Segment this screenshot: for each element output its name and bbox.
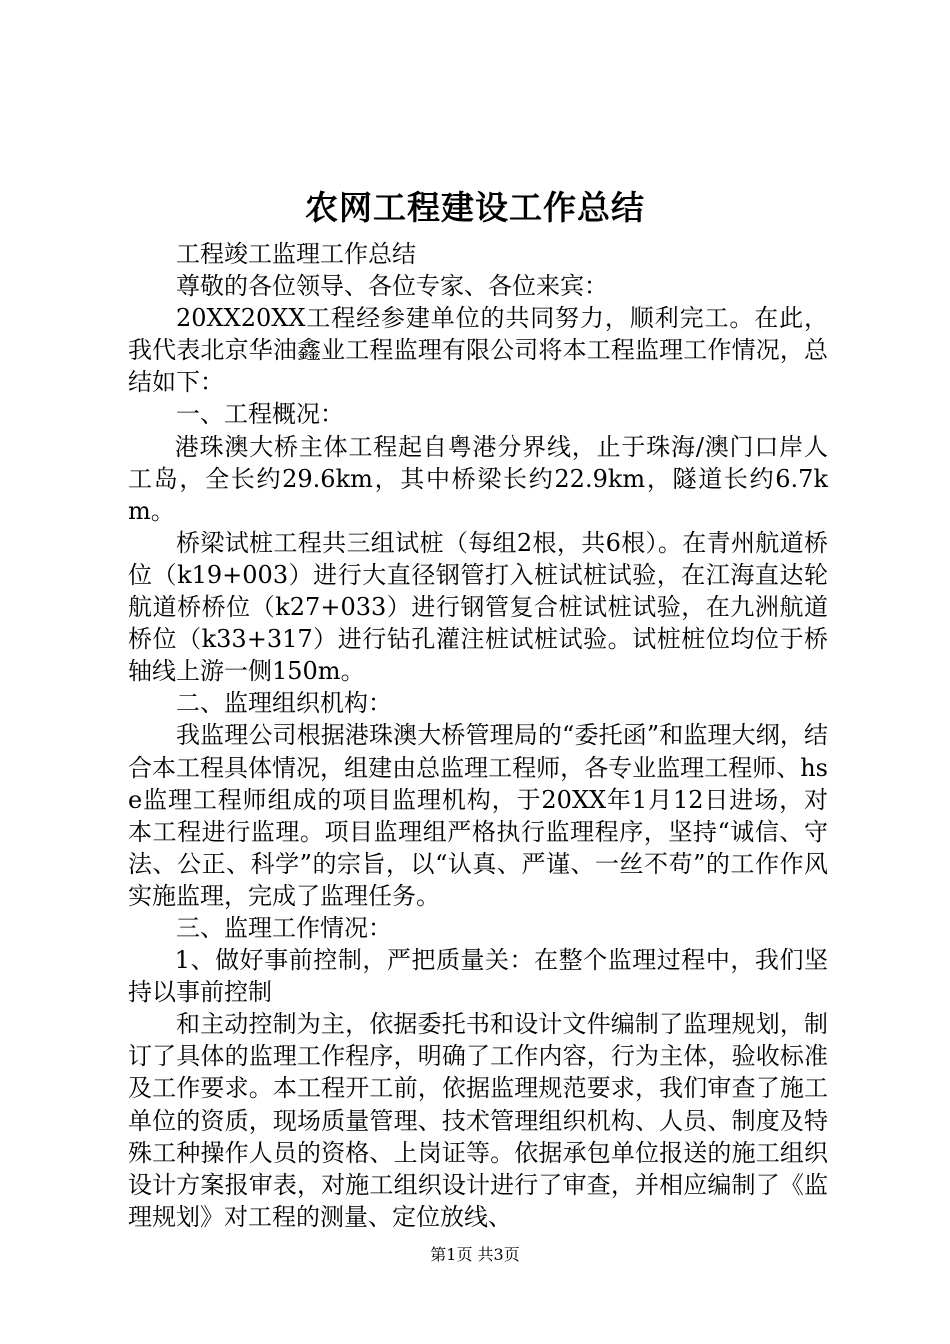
section-heading-work: 三、监理工作情况： xyxy=(176,913,392,942)
paragraph-subtitle: 工程竣工监理工作总结 xyxy=(176,240,416,268)
paragraph-salutation: 尊敬的各位领导、各位专家、各位来宾： xyxy=(176,272,608,301)
paragraph-prior-control: 1、做好事前控制，严把质量关：在整个监理过程中，我们坚持以事前控制 xyxy=(128,946,828,1007)
paragraph-intro: 20XX20XX工程经参建单位的共同努力，顺利完工。在此，我代表北京华油鑫业工程监理有限公司将本工程监理工作情况，总结如下： xyxy=(128,304,828,397)
paragraph-organization: 我监理公司根据港珠澳大桥管理局的“委托函”和监理大纲，结合本工程具体情况，组建由总监理工程师，各专业监理工程师、hse监理工程师组成的项目监理机构，于20XX年1月12日进场，对本工程进行监理。项目监理组严格执行监理程序，坚持“诚信、守法、公正、科学”的宗旨，以“认真、严谨、一丝不苟”的工作作风实施监理，完成了监理任务。 xyxy=(128,721,828,910)
paragraph-active-control: 和主动控制为主，依据委托书和设计文件编制了监理规划，制订了具体的监理工作程序，明确了工作内容，行为主体，验收标准及工作要求。本工程开工前，依据监理规范要求，我们审查了施工单位的资质，现场质量管理、技术管理组织机构、人员、制度及特殊工种操作人员的资格、上岗证等。依据承包单位报送的施工组织设计方案报审表，对施工组织设计进行了审查，并相应编制了《监理规划》对工程的测量、定位放线、 xyxy=(128,1010,828,1231)
document-title: 农网工程建设工作总结 xyxy=(305,188,645,227)
page-number-footer: 第1页 共3页 xyxy=(430,1245,520,1264)
paragraph-overview: 港珠澳大桥主体工程起自粤港分界线，止于珠海/澳门口岸人工岛，全长约29.6km，其中桥梁长约22.9km，隧道长约6.7km。 xyxy=(128,432,828,525)
paragraph-test-piles: 桥梁试桩工程共三组试桩（每组2根，共6根）。在青州航道桥位（k19+003）进行大直径钢管打入桩试桩试验，在江海直达轮航道桥桥位（k27+033）进行钢管复合桩试桩试验，在九洲航道桥位（k33+317）进行钻孔灌注桩试桩试验。试桩桩位均位于桥轴线上游一侧150m。 xyxy=(128,528,828,686)
document-body xyxy=(128,238,828,1233)
section-heading-organization: 二、监理组织机构： xyxy=(176,689,392,718)
section-heading-overview: 一、工程概况： xyxy=(176,400,344,429)
